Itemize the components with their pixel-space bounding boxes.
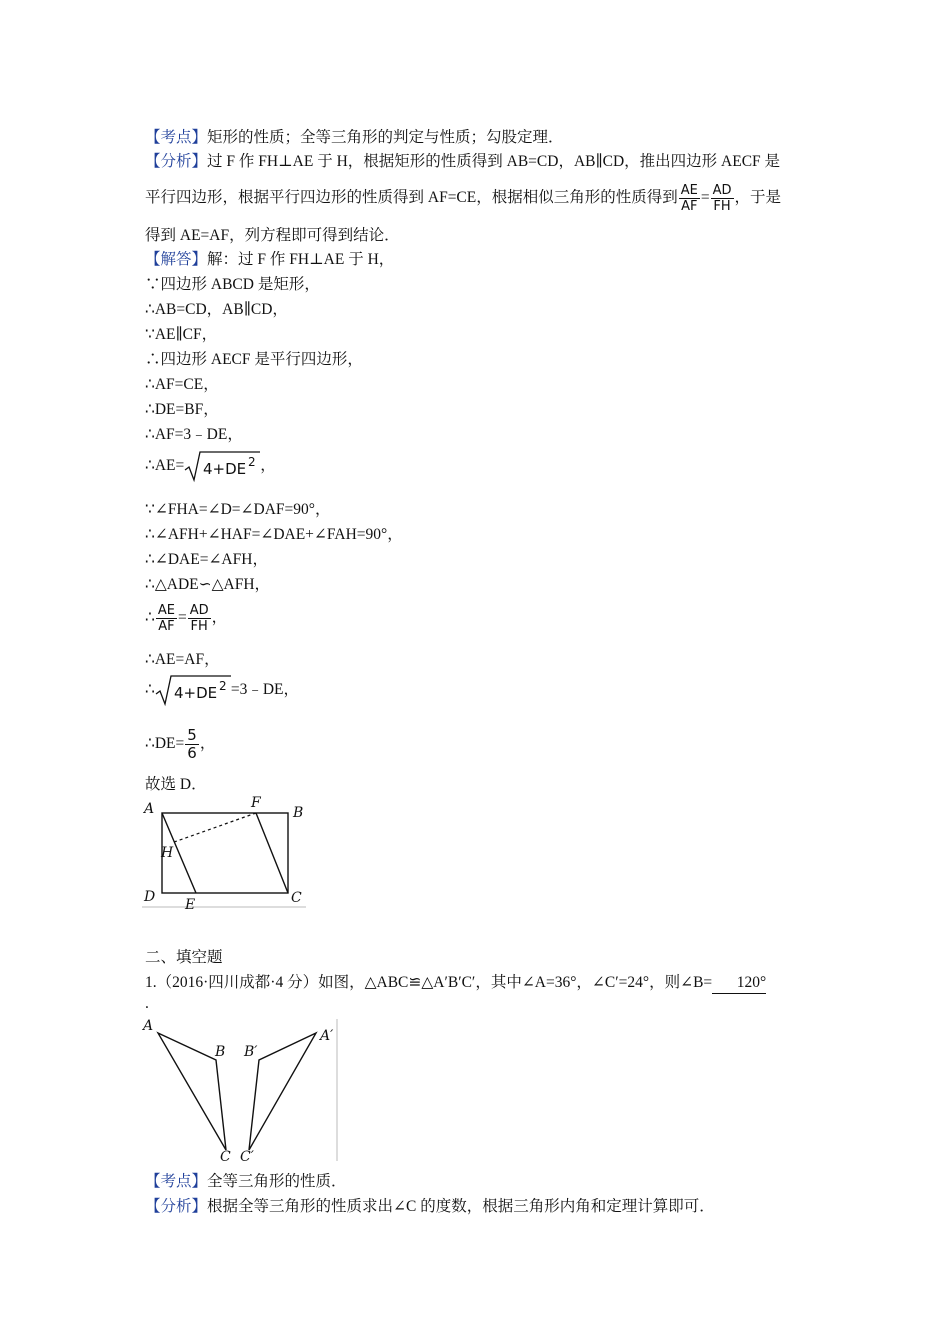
jieda-line (145, 250, 394, 270)
sqrt-inner: 4+DE (203, 460, 247, 479)
label-B: B (293, 805, 304, 821)
label-A-prime: A′ (320, 1028, 334, 1044)
frac-num: AE (157, 602, 175, 618)
label-A: A (143, 1018, 154, 1034)
de-fraction (185, 727, 199, 762)
label-C: C (291, 890, 302, 906)
label-B-prime: B′ (244, 1044, 258, 1060)
label-F: F (251, 795, 261, 811)
fenxi-text-2b: ，于是 (734, 189, 782, 206)
q1-kaodian-text: 全等三角形的性质． (207, 1173, 347, 1190)
jieda-text: 解：过 F 作 FH⊥AE 于 H， (207, 251, 395, 268)
kaodian-tag: 【考点】 (145, 129, 208, 146)
q1-fenxi-tag: 【分析】 (145, 1198, 208, 1215)
question-1-text: 1.（2016·四川成都·4 分）如图，△ABC≌△A′B′C′，其中∠A=36°，∠C′=24°，则∠B= (145, 974, 713, 991)
de-num: 5 (187, 725, 197, 744)
sqrt-exponent: 2 (218, 679, 227, 694)
step-1: ∵四边形 ABCD 是矩形， (145, 276, 320, 293)
eq-pre: ∴ (145, 681, 155, 698)
de-pre: ∴DE= (145, 735, 185, 752)
frac-eq: = (177, 609, 187, 627)
jieda-tag: 【解答】 (145, 251, 208, 268)
label-C-prime: C′ (240, 1149, 254, 1165)
ae-sqrt-line (145, 446, 276, 486)
fenxi-text-1: 过 F 作 FH⊥AE 于 H，根据矩形的性质得到 AB=CD，AB∥CD，推出四边形 AECF 是 (207, 153, 781, 170)
de-den: 6 (187, 743, 197, 762)
frac-den: FH (713, 198, 731, 214)
answer-line: 故选 D． (145, 776, 207, 793)
ratio-pre: ∴ (145, 609, 155, 626)
ae-pre: ∴AE= (145, 457, 185, 474)
de-post: ， (199, 735, 216, 752)
step-9: ∴∠AFH+∠HAF=∠DAE+∠FAH=90°， (145, 526, 403, 543)
sqrt-expression-2 (155, 673, 231, 707)
ratio-fraction-1 (678, 180, 735, 216)
de-line (145, 722, 215, 766)
rectangle-figure (140, 795, 310, 911)
label-C: C (220, 1149, 231, 1165)
question-1-period: . (145, 995, 149, 1012)
q1-kaodian-tag: 【考点】 (145, 1173, 208, 1190)
ae-post: ， (260, 457, 276, 474)
fenxi-line-2 (145, 180, 781, 216)
step-2: ∴AB=CD，AB∥CD， (145, 301, 288, 318)
label-A: A (144, 801, 155, 817)
eq-post: =3﹣DE， (230, 681, 300, 698)
step-8: ∵∠FHA=∠D=∠DAF=90°， (145, 501, 331, 518)
label-E: E (185, 897, 196, 911)
frac-num: AD (189, 602, 209, 618)
step-7: ∴AF=3﹣DE， (145, 426, 243, 443)
kaodian-line (145, 128, 564, 148)
sqrt-inner: 4+DE (173, 684, 218, 703)
frac-num: AD (712, 182, 732, 198)
q1-fenxi-line (145, 1197, 715, 1217)
equation-line (145, 670, 299, 710)
question-1 (145, 973, 766, 994)
label-B: B (215, 1044, 226, 1060)
step-5: ∴AF=CE， (145, 376, 219, 393)
step-11: ∴△ADE∽△AFH， (145, 576, 271, 593)
triangles-figure (140, 1015, 345, 1165)
ratio-line (145, 598, 227, 638)
frac-den: AF (158, 618, 175, 634)
label-H: H (161, 845, 174, 861)
ratio-fraction-2 (155, 598, 212, 638)
label-D: D (144, 889, 156, 905)
step-ae-af: ∴AE=AF， (145, 651, 220, 668)
frac-num: AE (680, 182, 698, 198)
frac-den: AF (681, 198, 698, 214)
question-1-answer: 120° (712, 973, 766, 994)
step-4: ∴四边形 AECF 是平行四边形， (145, 351, 363, 368)
fenxi-line-3: 得到 AE=AF，列方程即可得到结论． (145, 227, 400, 244)
fenxi-line-1 (145, 152, 780, 172)
sqrt-expression (184, 449, 260, 483)
kaodian-text: 矩形的性质；全等三角形的判定与性质；勾股定理． (207, 129, 564, 146)
fenxi-tag: 【分析】 (145, 153, 208, 170)
step-10: ∴∠DAE=∠AFH， (145, 551, 268, 568)
step-3: ∵AE∥CF， (145, 326, 218, 343)
frac-eq: = (700, 189, 710, 207)
section-title: 二、填空题 (145, 949, 223, 966)
step-6: ∴DE=BF， (145, 401, 219, 418)
q1-fenxi-text: 根据全等三角形的性质求出∠C 的度数，根据三角形内角和定理计算即可． (207, 1198, 715, 1215)
sqrt-exponent: 2 (248, 455, 256, 470)
fenxi-text-2: 平行四边形，根据平行四边形的性质得到 AF=CE，根据相似三角形的性质得到 (145, 189, 678, 206)
ratio-post: ， (211, 609, 228, 626)
q1-kaodian-line (145, 1172, 347, 1192)
frac-den: FH (190, 618, 208, 634)
